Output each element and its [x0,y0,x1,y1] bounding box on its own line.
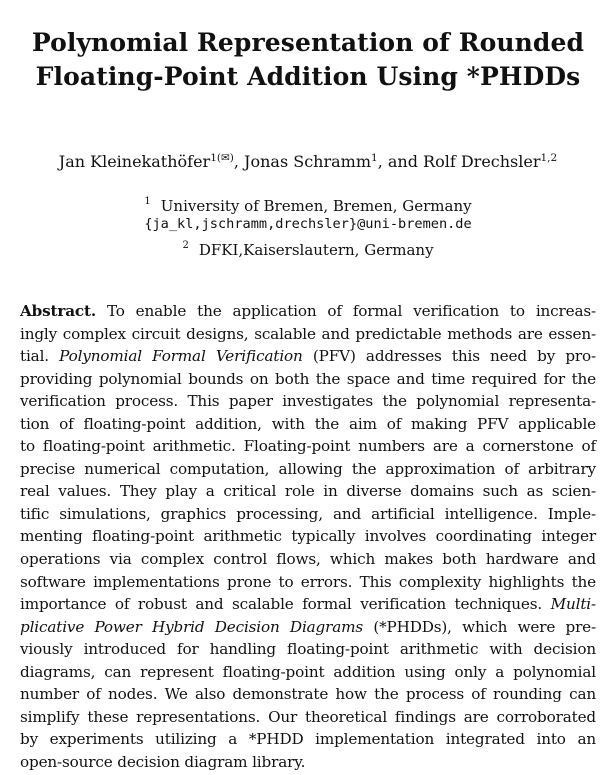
author-name: Rolf Drechsler [423,152,541,171]
abstract-line: providing polynomial bounds on both the space and time required for the [20,369,596,388]
author-list [0,148,616,172]
abstract-line: diagrams, can represent floating-point addition using only a polynomial [20,662,596,681]
author-superscript: 1,2 [540,152,558,164]
abstract-line: verification process. This paper investigates the polynomial representa- [20,392,596,411]
paper-title [0,26,616,94]
author-superscript: 1(✉) [210,152,234,164]
abstract-line: software implementations prone to errors. This complexity highlights the [20,572,596,591]
affiliation-1 [0,192,616,216]
affiliation-2 [0,236,616,260]
title-line-2: Floating-Point Addition Using *PHDDs [35,62,581,91]
title-line-1: Polynomial Representation of Rounded [31,28,585,57]
italic-term: plicative Power Hybrid Decision Diagrams [20,617,364,636]
abstract-line: plicative Power Hybrid Decision Diagrams (*PHDDs), which were pre- [20,617,596,636]
abstract-line: open-source decision diagram library. [20,752,306,771]
abstract-line: importance of robust and scalable formal verification techniques. Multi- [20,595,596,614]
author-superscript: 1 [371,152,378,164]
abstract-line: Abstract. To enable the application of formal verification to increas- [20,302,596,320]
italic-term: Multi- [550,595,596,614]
abstract-label: Abstract. [20,302,97,320]
abstract-line: tial. Polynomial Formal Verification (PFV) addresses this need by pro- [20,347,596,366]
abstract-line: tion of floating-point addition, with the aim of making PFV applicable [20,414,596,433]
abstract-line: viously introduced for handling floating-point arithmetic with decision [20,640,596,659]
author-separator: , [233,152,245,171]
abstract-line: operations via complex control flows, which makes both hardware and [20,550,596,569]
abstract [20,300,596,773]
abstract-line: tific simulations, graphics processing, and artificial intelligence. Imple- [20,504,596,523]
abstract-line: to floating-point arithmetic. Floating-point numbers are a cornerstone of [20,437,596,456]
italic-term: Polynomial Formal Verification [59,347,303,366]
author-separator: , and [377,152,424,171]
abstract-line: real values. They play a critical role in diverse domains such as scien- [20,482,596,501]
abstract-line: precise numerical computation, allowing the approximation of arbitrary [20,459,596,478]
affiliation-text: University of Bremen, Bremen, Germany [160,197,472,215]
affiliation-number: 2 [182,240,189,251]
abstract-line: simplify these representations. Our theoretical findings are corroborated [20,707,596,726]
affiliation-text: DFKI,Kaiserslautern, Germany [198,241,434,259]
author-name: Jonas Schramm [244,152,371,171]
abstract-line: number of nodes. We also demonstrate how the process of rounding can [20,685,596,704]
abstract-line: menting floating-point arithmetic typically involves coordinating integer [20,527,596,546]
abstract-line: by experiments utilizing a *PHDD implementation integrated into an [20,730,596,749]
affiliation-number: 1 [144,196,151,207]
abstract-line: ingly complex circuit designs, scalable and predictable methods are essen- [20,324,596,343]
author-emails: {ja_kl,jschramm,drechsler}@uni-bremen.de [144,216,472,232]
author-name: Jan Kleinekathöfer [58,152,211,171]
